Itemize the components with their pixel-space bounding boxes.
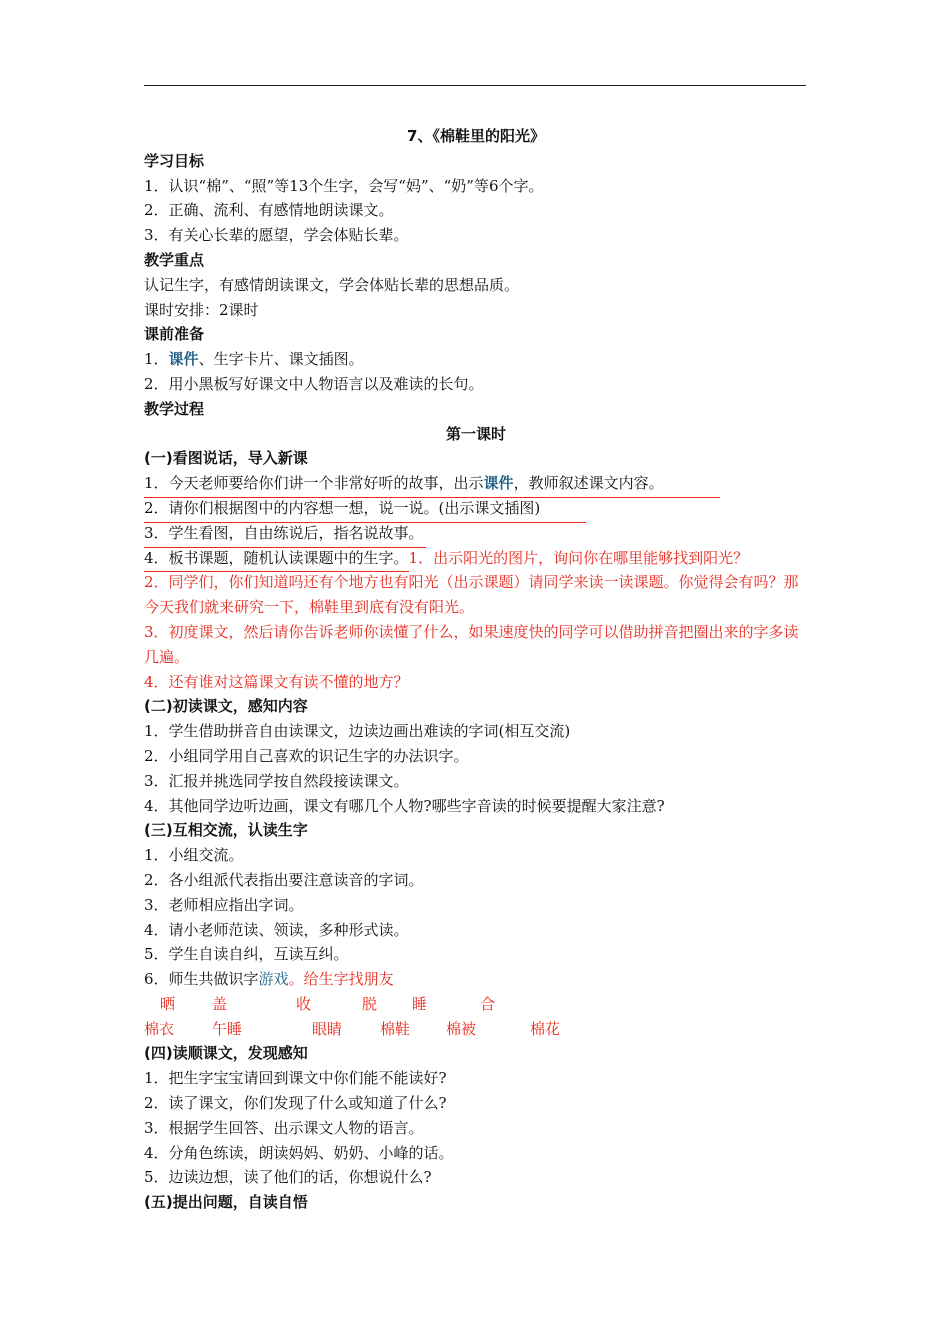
prep-item xyxy=(144,347,808,372)
courseware-link[interactable]: 课件 xyxy=(168,350,199,369)
prep-item: 2．用小黑板写好课文中人物语言以及难读的长句。 xyxy=(144,374,484,393)
char-row xyxy=(144,992,808,1017)
courseware-link[interactable]: 课件 xyxy=(483,474,514,493)
document-title: 7、《棉鞋里的阳光》 xyxy=(407,127,545,145)
section3-item: 3．老师相应指出字词。 xyxy=(144,895,304,914)
section4-item: 4．分角色练读，朗读妈妈、奶奶、小峰的话。 xyxy=(144,1143,454,1162)
key-points-text: 认记生字，有感情朗读课文，学会体贴长辈的思想品质。 xyxy=(144,275,520,294)
word: 棉花 xyxy=(530,1019,561,1038)
section2-item: 4．其他同学边听边画，课文有哪几个人物?哪些字音读的时候要提醒大家注意? xyxy=(144,796,665,815)
word-row xyxy=(144,1017,808,1042)
section1-item xyxy=(144,546,808,571)
prep-heading: 课前准备 xyxy=(144,325,205,344)
section4-item: 3．根据学生回答、出示课文人物的语言。 xyxy=(144,1118,424,1137)
section2-item: 3．汇报并挑选同学按自然段接读课文。 xyxy=(144,771,409,790)
char: 晒 xyxy=(160,994,176,1013)
section1-item xyxy=(144,471,808,496)
key-points-heading: 教学重点 xyxy=(144,250,205,269)
section1-item-suffix: ，教师叙述课文内容。 xyxy=(513,474,664,493)
word: 午睡 xyxy=(212,1019,243,1038)
section3-item xyxy=(144,967,808,992)
section3-item: 5．学生自读自纠，互读互纠。 xyxy=(144,945,349,964)
char: 收 xyxy=(296,994,312,1013)
word: 棉被 xyxy=(446,1019,477,1038)
section1-heading: (一)看图说话，导入新课 xyxy=(144,449,308,468)
header-rule xyxy=(144,85,806,86)
word: 眼睛 xyxy=(312,1019,343,1038)
red-note: 3．初度课文，然后请你告诉老师你读懂了什么，如果速度快的同学可以借助拼音把圈出来的字多读几遍。 xyxy=(144,622,799,666)
red-note: 。给生字找朋友 xyxy=(288,970,394,989)
red-note: 2．同学们，你们知道吗还有个地方也有阳光（出示课题）请同学来读一读课题。你觉得会有吗？那今天我们就来研究一下，棉鞋里到底有没有阳光。 xyxy=(144,573,799,617)
goal-item: 1．认识“棉”、“照”等13个生字，会写“妈”、“奶”等6个字。 xyxy=(144,176,544,195)
process-heading: 教学过程 xyxy=(144,399,205,418)
red-note: 4．还有谁对这篇课文有读不懂的地方？ xyxy=(144,672,409,691)
underlined-text: 2．请你们根据图中的内容想一想，说一说。(出示课文插图) xyxy=(144,496,586,523)
section1-item xyxy=(144,496,808,521)
char: 合 xyxy=(480,994,496,1013)
section1-item xyxy=(144,521,808,546)
goals-heading: 学习目标 xyxy=(144,151,205,170)
goal-item: 2．正确、流利、有感情地朗读课文。 xyxy=(144,201,394,220)
prep-item-prefix: 1． xyxy=(144,350,169,369)
red-note: 1．出示阳光的图片，询问你在哪里能够找到阳光？ xyxy=(408,548,749,567)
section5-heading: (五)提出问题，自读自悟 xyxy=(144,1193,308,1212)
section4-heading: (四)读顺课文，发现感知 xyxy=(144,1044,308,1063)
underlined-text xyxy=(144,471,720,498)
schedule-text: 课时安排：2课时 xyxy=(144,300,259,319)
goal-item: 3．有关心长辈的愿望，学会体贴长辈。 xyxy=(144,226,409,245)
section1-item-prefix: 1．今天老师要给你们讲一个非常好听的故事，出示 xyxy=(144,474,484,493)
document-body xyxy=(144,124,808,1215)
game-link[interactable]: 游戏 xyxy=(258,970,289,989)
word: 棉鞋 xyxy=(380,1019,411,1038)
section4-item: 2．读了课文，你们发现了什么或知道了什么? xyxy=(144,1094,447,1113)
underlined-text: 4．板书课题，随机认读课题中的生字。 xyxy=(144,546,409,573)
section3-item: 2．各小组派代表指出要注意读音的字词。 xyxy=(144,870,424,889)
underlined-text: 3．学生看图，自由练说后，指名说故事。 xyxy=(144,521,426,548)
section3-item: 4．请小老师范读、领读，多种形式读。 xyxy=(144,920,409,939)
section2-item: 2．小组同学用自己喜欢的识记生字的办法识字。 xyxy=(144,746,469,765)
section2-item: 1．学生借助拼音自由读课文，边读边画出难读的字词(相互交流) xyxy=(144,722,571,741)
section2-heading: (二)初读课文，感知内容 xyxy=(144,697,308,716)
prep-item-suffix: 、生字卡片、课文插图。 xyxy=(198,350,364,369)
word: 棉衣 xyxy=(144,1019,175,1038)
section3-item-prefix: 6．师生共做识字 xyxy=(144,970,259,989)
section3-heading: (三)互相交流，认读生字 xyxy=(144,821,308,840)
lesson-title: 第一课时 xyxy=(445,424,506,443)
section4-item: 5．边读边想，读了他们的话，你想说什么? xyxy=(144,1168,432,1187)
char: 脱 xyxy=(362,994,378,1013)
char: 睡 xyxy=(412,994,428,1013)
section3-item: 1．小组交流。 xyxy=(144,846,244,865)
char: 盖 xyxy=(212,994,228,1013)
section4-item: 1．把生字宝宝请回到课文中你们能不能读好? xyxy=(144,1069,447,1088)
